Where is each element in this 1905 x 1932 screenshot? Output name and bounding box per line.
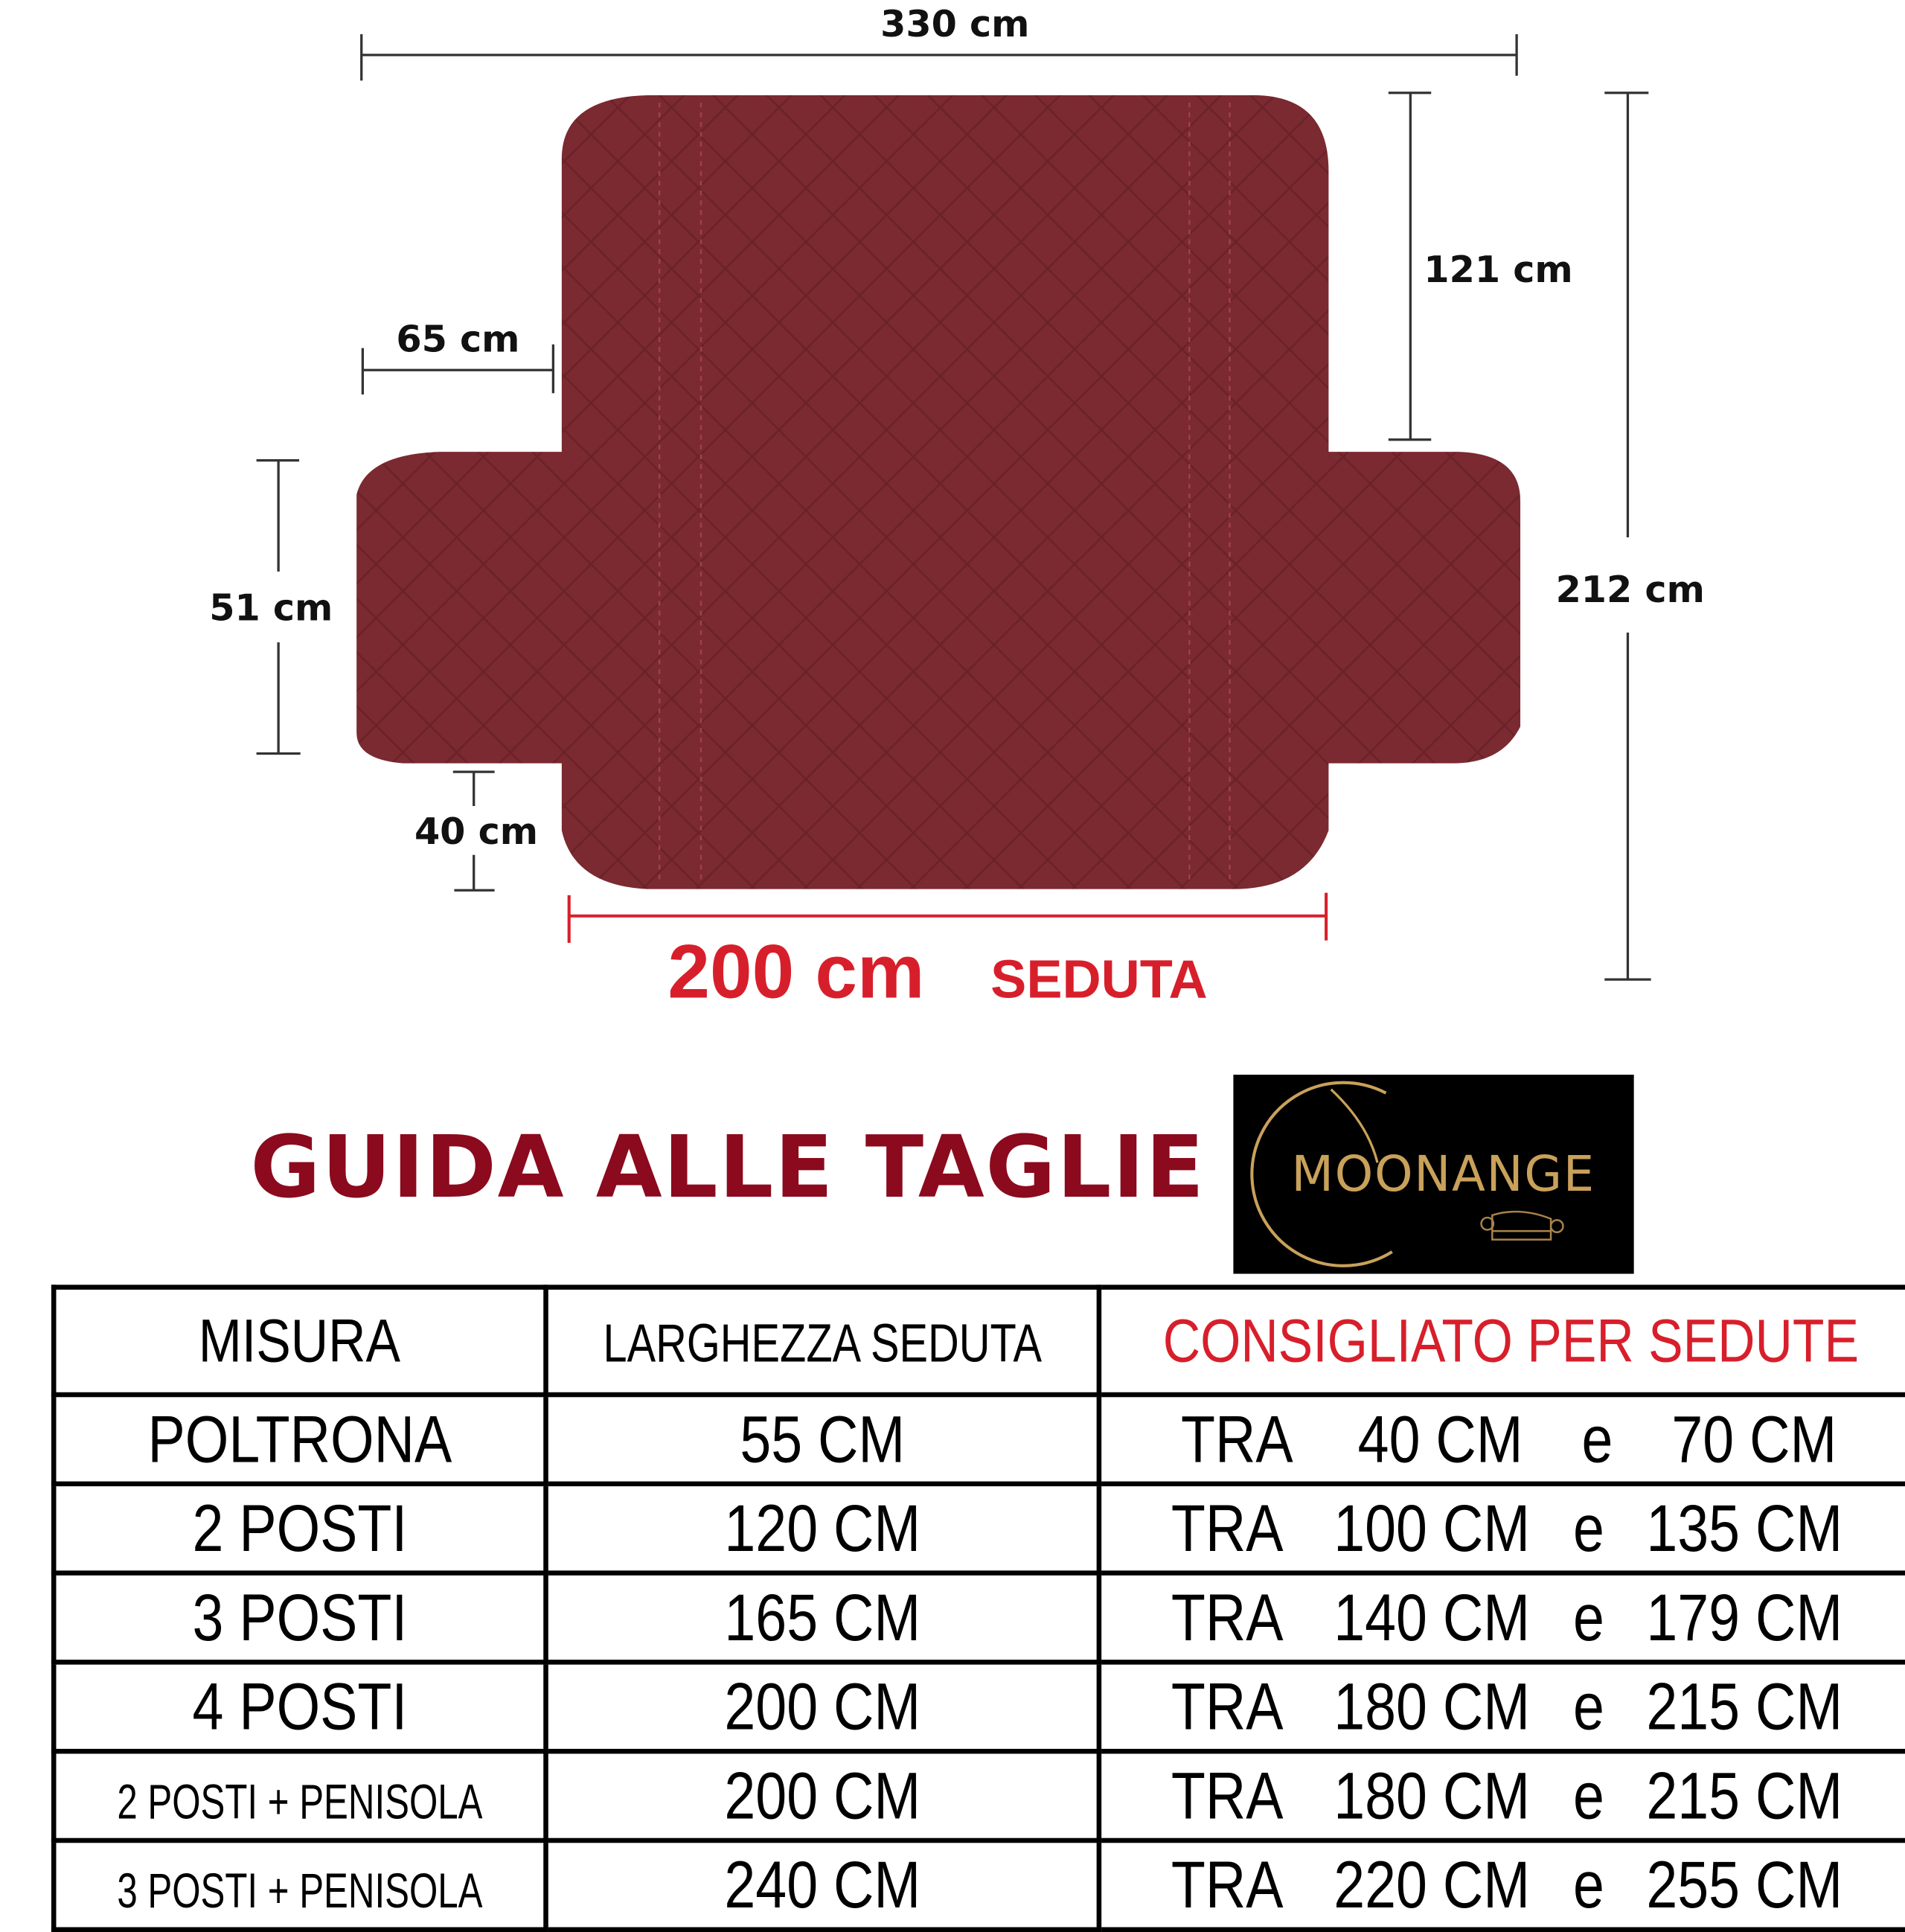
cell-text: e — [1572, 1491, 1604, 1565]
cell-text: 2 POSTI + PENISOLA — [117, 1775, 483, 1829]
table-row — [54, 1395, 1905, 1484]
cell-text: e — [1572, 1670, 1604, 1744]
arm-width-label: 65 cm — [396, 317, 520, 361]
cell-text: 165 CM — [724, 1581, 921, 1654]
table-row — [54, 1840, 1905, 1930]
cell-text: 220 CM — [1334, 1848, 1530, 1922]
width-cell — [546, 1840, 1099, 1930]
cell-text: 215 CM — [1646, 1670, 1843, 1744]
range-cell — [1099, 1662, 1905, 1751]
back-height-label: 121 cm — [1424, 248, 1573, 292]
cell-text: TRA — [1171, 1670, 1284, 1744]
cell-text: 3 POSTI + PENISOLA — [117, 1864, 483, 1919]
cell-text: 70 CM — [1671, 1402, 1837, 1477]
cell-text: MISURA — [199, 1306, 401, 1375]
table-row — [54, 1751, 1905, 1840]
sofa-icon — [1482, 1212, 1563, 1240]
size-table — [51, 1285, 1905, 1932]
header-consigliato — [1099, 1288, 1905, 1395]
page-title: GUIDA ALLE TAGLIE — [250, 1117, 1206, 1218]
cell-text: 135 CM — [1646, 1491, 1843, 1565]
front-flap-label: 40 cm — [414, 809, 539, 853]
cell-text: 180 CM — [1334, 1670, 1530, 1744]
brand-logo — [1233, 1075, 1633, 1273]
table-row — [54, 1662, 1905, 1751]
cell-text: 200 CM — [724, 1759, 921, 1833]
range-cell — [1099, 1395, 1905, 1484]
arm-height-label: 51 cm — [209, 586, 333, 630]
cell-text: TRA — [1171, 1848, 1284, 1922]
width-cell — [546, 1395, 1099, 1484]
cell-text: LARGHEZZA SEDUTA — [603, 1314, 1043, 1375]
range-cell — [1099, 1484, 1905, 1573]
total-height-label: 212 cm — [1555, 568, 1705, 612]
size-cell — [54, 1751, 545, 1840]
seat-label: SEDUTA — [990, 950, 1208, 1010]
range-cell — [1099, 1751, 1905, 1840]
range-cell — [1099, 1573, 1905, 1663]
cell-text: e — [1581, 1402, 1613, 1477]
cell-text: 55 CM — [740, 1402, 906, 1477]
cell-text: 40 CM — [1358, 1402, 1524, 1477]
table-row — [54, 1484, 1905, 1573]
cell-text: e — [1572, 1581, 1604, 1654]
size-cell — [54, 1840, 545, 1930]
cell-text: 179 CM — [1646, 1581, 1843, 1654]
cell-text: 255 CM — [1646, 1848, 1843, 1922]
cell-text: TRA — [1171, 1581, 1284, 1654]
width-cell — [546, 1751, 1099, 1840]
cell-text: e — [1572, 1759, 1604, 1833]
cell-text: e — [1572, 1848, 1604, 1922]
cell-text: TRA — [1171, 1759, 1284, 1833]
cell-text: 140 CM — [1334, 1581, 1530, 1654]
size-cell — [54, 1573, 545, 1663]
table-row — [54, 1573, 1905, 1663]
cell-text: TRA — [1180, 1402, 1293, 1477]
header-misura — [54, 1288, 545, 1395]
cell-text: 3 POSTI — [192, 1581, 408, 1654]
size-cell — [54, 1662, 545, 1751]
cell-text: 120 CM — [724, 1491, 921, 1565]
cell-text: 2 POSTI — [192, 1491, 408, 1565]
logo-text: MOONANGE — [1291, 1145, 1595, 1203]
cell-text: 4 POSTI — [192, 1670, 408, 1744]
cell-text: CONSIGLIATO PER SEDUTE — [1162, 1306, 1860, 1375]
header-larghezza — [546, 1288, 1099, 1395]
seat-width-label: 200 cm — [667, 929, 925, 1014]
range-cell — [1099, 1840, 1905, 1930]
size-cell — [54, 1395, 545, 1484]
total-width-label: 330 cm — [880, 2, 1030, 46]
cell-text: 240 CM — [724, 1848, 921, 1922]
width-cell — [546, 1662, 1099, 1751]
sofa-cover-shape — [356, 95, 1520, 889]
width-cell — [546, 1573, 1099, 1663]
cell-text: 200 CM — [724, 1670, 921, 1744]
cell-text: 100 CM — [1334, 1491, 1530, 1565]
cell-text: 180 CM — [1334, 1759, 1530, 1833]
width-cell — [546, 1484, 1099, 1573]
size-cell — [54, 1484, 545, 1573]
cell-text: POLTRONA — [147, 1402, 452, 1477]
table-header-row — [54, 1288, 1905, 1395]
cell-text: TRA — [1171, 1491, 1284, 1565]
cell-text: 215 CM — [1646, 1759, 1843, 1833]
